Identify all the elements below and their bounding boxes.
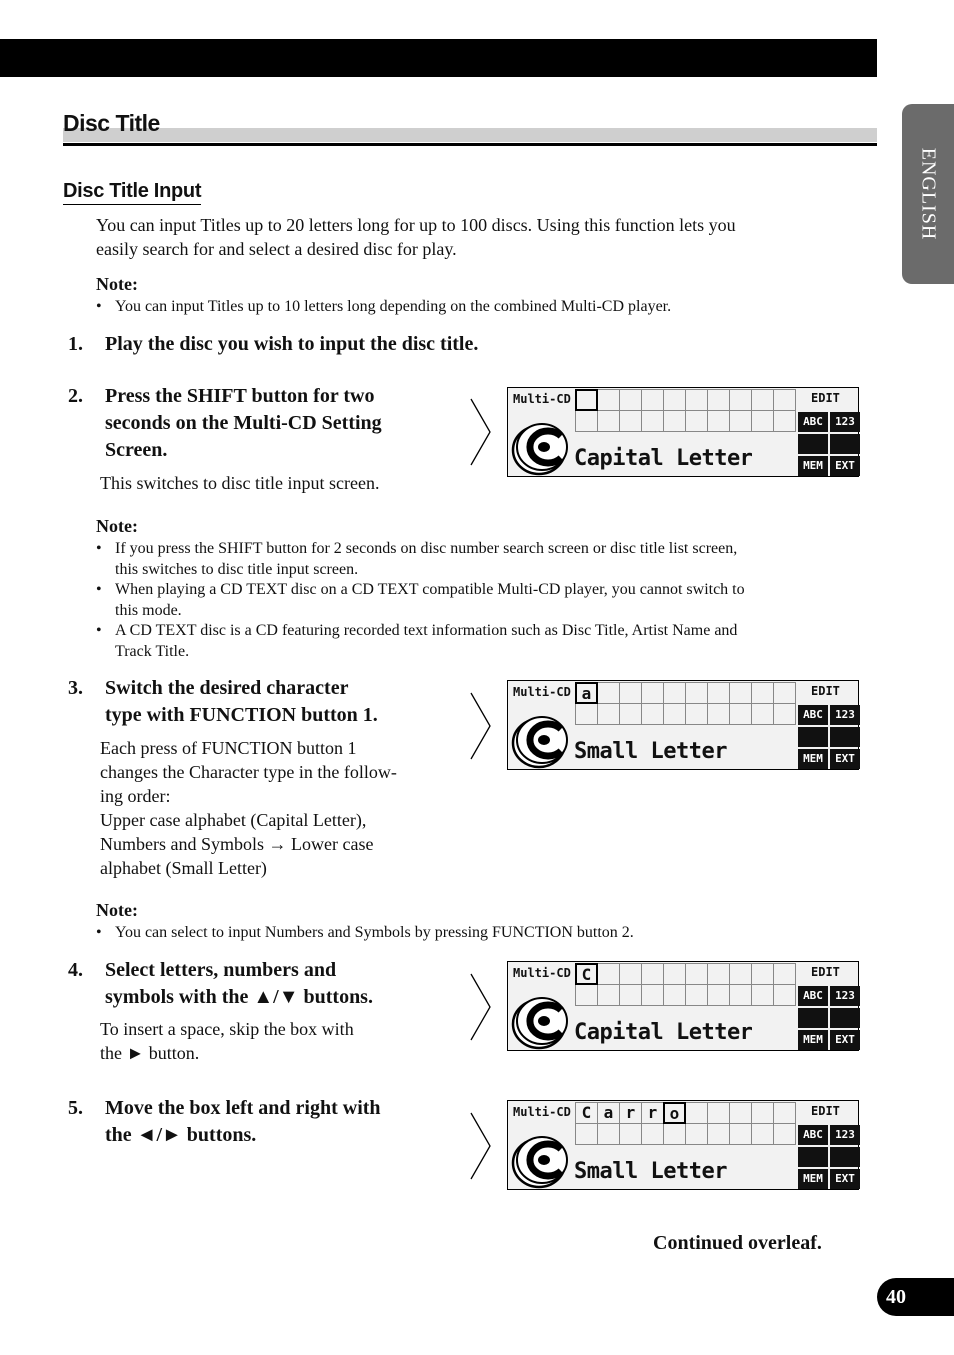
note-heading: Note: — [96, 900, 138, 920]
character-box — [729, 410, 752, 432]
edit-label: EDIT — [811, 391, 840, 405]
character-box — [685, 682, 708, 704]
character-box: o — [663, 1102, 686, 1124]
character-box — [641, 984, 664, 1006]
character-box — [641, 1123, 664, 1145]
description-line: changes the Character type in the follow- — [100, 762, 397, 782]
note-bullet — [96, 538, 737, 580]
character-box — [619, 1123, 642, 1145]
description-line: This switches to disc title input screen. — [100, 473, 380, 493]
arrow-right-icon — [470, 973, 492, 1041]
character-box — [597, 963, 620, 985]
disc-icon — [511, 1129, 573, 1189]
character-box — [707, 963, 730, 985]
step-number: 3. — [68, 677, 83, 699]
character-mode-label: Small Letter — [574, 1159, 727, 1184]
step-4 — [68, 957, 373, 1011]
function-key: ABC — [798, 1125, 828, 1145]
lcd-display — [507, 961, 859, 1051]
bullet-dot: • — [96, 298, 102, 315]
step-line: Screen. — [105, 439, 168, 461]
step-line: Press the SHIFT button for two — [105, 385, 375, 407]
character-box — [641, 389, 664, 411]
section-title-band — [63, 128, 877, 142]
character-box — [685, 963, 708, 985]
description-line: ing order: — [100, 786, 171, 806]
character-box — [575, 703, 598, 725]
step-line: Move the box left and right with — [105, 1097, 381, 1119]
description-line: Upper case alphabet (Capital Letter), — [100, 810, 367, 830]
character-box: a — [575, 682, 598, 704]
character-box — [663, 1123, 686, 1145]
function-key: 123 — [830, 705, 860, 725]
page-number: 40 — [877, 1278, 954, 1316]
function-key — [830, 727, 860, 747]
lcd-display — [507, 1100, 859, 1190]
character-box — [751, 963, 774, 985]
step-line: the ◄/► buttons. — [105, 1124, 257, 1146]
step-line: type with FUNCTION button 1. — [105, 704, 378, 726]
step-2 — [68, 383, 382, 464]
character-box — [597, 984, 620, 1006]
arrow-right-icon — [470, 692, 492, 760]
note-heading: Note: — [96, 516, 138, 536]
character-box — [619, 389, 642, 411]
note-bullet — [96, 922, 634, 943]
character-box — [663, 984, 686, 1006]
character-grid — [575, 389, 795, 431]
character-box — [619, 984, 642, 1006]
language-tab — [902, 104, 954, 284]
character-mode-label: Small Letter — [574, 739, 727, 764]
character-box — [729, 703, 752, 725]
function-key: ABC — [798, 986, 828, 1006]
character-box — [685, 984, 708, 1006]
character-box — [773, 1123, 796, 1145]
step-line: Select letters, numbers and — [105, 959, 337, 981]
section-title: Disc Title — [63, 110, 160, 136]
function-key — [798, 1147, 828, 1167]
character-box: C — [575, 963, 598, 985]
function-key: MEM — [798, 749, 828, 769]
character-box — [597, 389, 620, 411]
character-box — [575, 389, 598, 411]
function-key: EXT — [830, 456, 860, 476]
source-label: Multi-CD — [513, 392, 571, 406]
character-box — [707, 703, 730, 725]
note-line: A CD TEXT disc is a CD featuring recorded text information such as Disc Title, Artist Name and — [115, 622, 738, 639]
character-box — [663, 703, 686, 725]
character-box — [619, 963, 642, 985]
bullet-dot: • — [96, 924, 102, 941]
step-line: symbols with the ▲/▼ buttons. — [105, 986, 373, 1008]
function-key: EXT — [830, 1169, 860, 1189]
step-number: 2. — [68, 385, 83, 407]
step-line: Play the disc you wish to input the disc title. — [105, 333, 479, 355]
note-line: If you press the SHIFT button for 2 seconds on disc number search screen or disc title list screen, — [115, 540, 738, 557]
character-box: r — [641, 1102, 664, 1124]
note-heading: Note: — [96, 274, 138, 294]
character-box — [685, 410, 708, 432]
bullet-dot: • — [96, 540, 102, 557]
function-key: 123 — [830, 412, 860, 432]
character-grid — [575, 963, 795, 1005]
character-box — [663, 682, 686, 704]
function-key: MEM — [798, 1030, 828, 1050]
character-box — [773, 1102, 796, 1124]
function-key: MEM — [798, 1169, 828, 1189]
function-key — [830, 434, 860, 454]
intro-line: easily search for and select a desired disc for play. — [96, 239, 457, 259]
description-line: Numbers and Symbols → Lower case — [100, 834, 374, 854]
lcd-display — [507, 680, 859, 770]
character-box — [707, 1123, 730, 1145]
function-key — [798, 727, 828, 747]
character-box — [641, 410, 664, 432]
character-box — [751, 703, 774, 725]
section-title-rule — [63, 143, 877, 146]
function-key — [830, 1008, 860, 1028]
function-key: EXT — [830, 1030, 860, 1050]
continued-note: Continued overleaf. — [653, 1232, 822, 1254]
arrow-right-icon — [470, 398, 492, 466]
source-label: Multi-CD — [513, 685, 571, 699]
description-line: alphabet (Small Letter) — [100, 858, 267, 878]
source-label: Multi-CD — [513, 966, 571, 980]
function-key: EXT — [830, 749, 860, 769]
character-box — [663, 963, 686, 985]
character-box — [575, 984, 598, 1006]
character-box — [641, 963, 664, 985]
character-box — [663, 389, 686, 411]
note-line: Track Title. — [115, 643, 190, 660]
step-number: 1. — [68, 333, 83, 355]
step-2-description — [100, 471, 379, 495]
character-box — [685, 703, 708, 725]
function-key: ABC — [798, 705, 828, 725]
note-line: You can select to input Numbers and Symbols by pressing FUNCTION button 2. — [115, 924, 634, 941]
intro-line: You can input Titles up to 20 letters long for up to 100 discs. Using this function lets you — [96, 215, 736, 235]
character-box — [707, 389, 730, 411]
character-box — [685, 1123, 708, 1145]
character-box — [641, 703, 664, 725]
character-box — [707, 984, 730, 1006]
character-box — [619, 703, 642, 725]
header-bar — [0, 39, 877, 77]
bullet-dot: • — [96, 581, 102, 598]
function-key — [798, 1008, 828, 1028]
step-number: 4. — [68, 959, 83, 981]
character-box: r — [619, 1102, 642, 1124]
character-box — [707, 410, 730, 432]
disc-icon — [511, 416, 573, 476]
note-line: this switches to disc title input screen. — [115, 561, 359, 578]
lcd-display — [507, 387, 859, 477]
note-bullet — [96, 579, 745, 621]
intro-paragraph — [96, 213, 736, 261]
character-box — [751, 410, 774, 432]
function-key — [830, 1147, 860, 1167]
character-box — [641, 682, 664, 704]
source-label: Multi-CD — [513, 1105, 571, 1119]
character-box — [773, 389, 796, 411]
character-box — [729, 389, 752, 411]
step-3-description — [100, 736, 397, 880]
character-box — [773, 682, 796, 704]
edit-label: EDIT — [811, 965, 840, 979]
character-box — [685, 1102, 708, 1124]
character-box — [685, 389, 708, 411]
character-box — [773, 984, 796, 1006]
character-box — [729, 1123, 752, 1145]
function-key: MEM — [798, 456, 828, 476]
character-box — [663, 410, 686, 432]
character-box — [619, 410, 642, 432]
character-box — [707, 682, 730, 704]
character-box — [575, 410, 598, 432]
character-box — [575, 1123, 598, 1145]
description-line: To insert a space, skip the box with — [100, 1019, 354, 1039]
function-key — [798, 434, 828, 454]
bullet-dot: • — [96, 622, 102, 639]
character-grid — [575, 1102, 795, 1144]
character-box — [707, 1102, 730, 1124]
character-grid — [575, 682, 795, 724]
function-key: ABC — [798, 412, 828, 432]
character-box: a — [597, 1102, 620, 1124]
disc-icon — [511, 709, 573, 769]
character-box — [773, 703, 796, 725]
edit-label: EDIT — [811, 684, 840, 698]
function-key-grid — [798, 705, 860, 769]
character-box — [597, 1123, 620, 1145]
step-3 — [68, 675, 378, 729]
function-key-grid — [798, 986, 860, 1050]
step-line: seconds on the Multi-CD Setting — [105, 412, 382, 434]
language-tab-label: ENGLISH — [917, 147, 940, 241]
character-box — [729, 682, 752, 704]
function-key-grid — [798, 412, 860, 476]
edit-label: EDIT — [811, 1104, 840, 1118]
step-5 — [68, 1095, 381, 1149]
character-box — [729, 1102, 752, 1124]
function-key: 123 — [830, 1125, 860, 1145]
character-box — [597, 703, 620, 725]
character-box — [773, 410, 796, 432]
note-bullet — [96, 296, 671, 317]
character-box — [751, 984, 774, 1006]
character-box — [751, 1123, 774, 1145]
step-line: Switch the desired character — [105, 677, 349, 699]
function-key-grid — [798, 1125, 860, 1189]
description-line: the ► button. — [100, 1043, 200, 1063]
character-mode-label: Capital Letter — [574, 446, 753, 471]
character-box — [729, 984, 752, 1006]
character-box — [619, 682, 642, 704]
subsection-title: Disc Title Input — [63, 180, 201, 205]
note-line: You can input Titles up to 10 letters long depending on the combined Multi-CD player. — [115, 298, 672, 315]
character-box — [751, 682, 774, 704]
character-box — [729, 963, 752, 985]
character-box — [751, 1102, 774, 1124]
character-box — [773, 963, 796, 985]
step-number: 5. — [68, 1097, 83, 1119]
arrow-right-icon — [470, 1112, 492, 1180]
step-1 — [68, 331, 478, 358]
description-line: Each press of FUNCTION button 1 — [100, 738, 357, 758]
character-box — [597, 682, 620, 704]
character-box — [751, 389, 774, 411]
note-line: this mode. — [115, 602, 182, 619]
character-mode-label: Capital Letter — [574, 1020, 753, 1045]
function-key: 123 — [830, 986, 860, 1006]
disc-icon — [511, 990, 573, 1050]
character-box: C — [575, 1102, 598, 1124]
note-bullet — [96, 620, 737, 662]
character-box — [597, 410, 620, 432]
note-line: When playing a CD TEXT disc on a CD TEXT compatible Multi-CD player, you cannot switch to — [115, 581, 745, 598]
step-4-description — [100, 1017, 354, 1065]
